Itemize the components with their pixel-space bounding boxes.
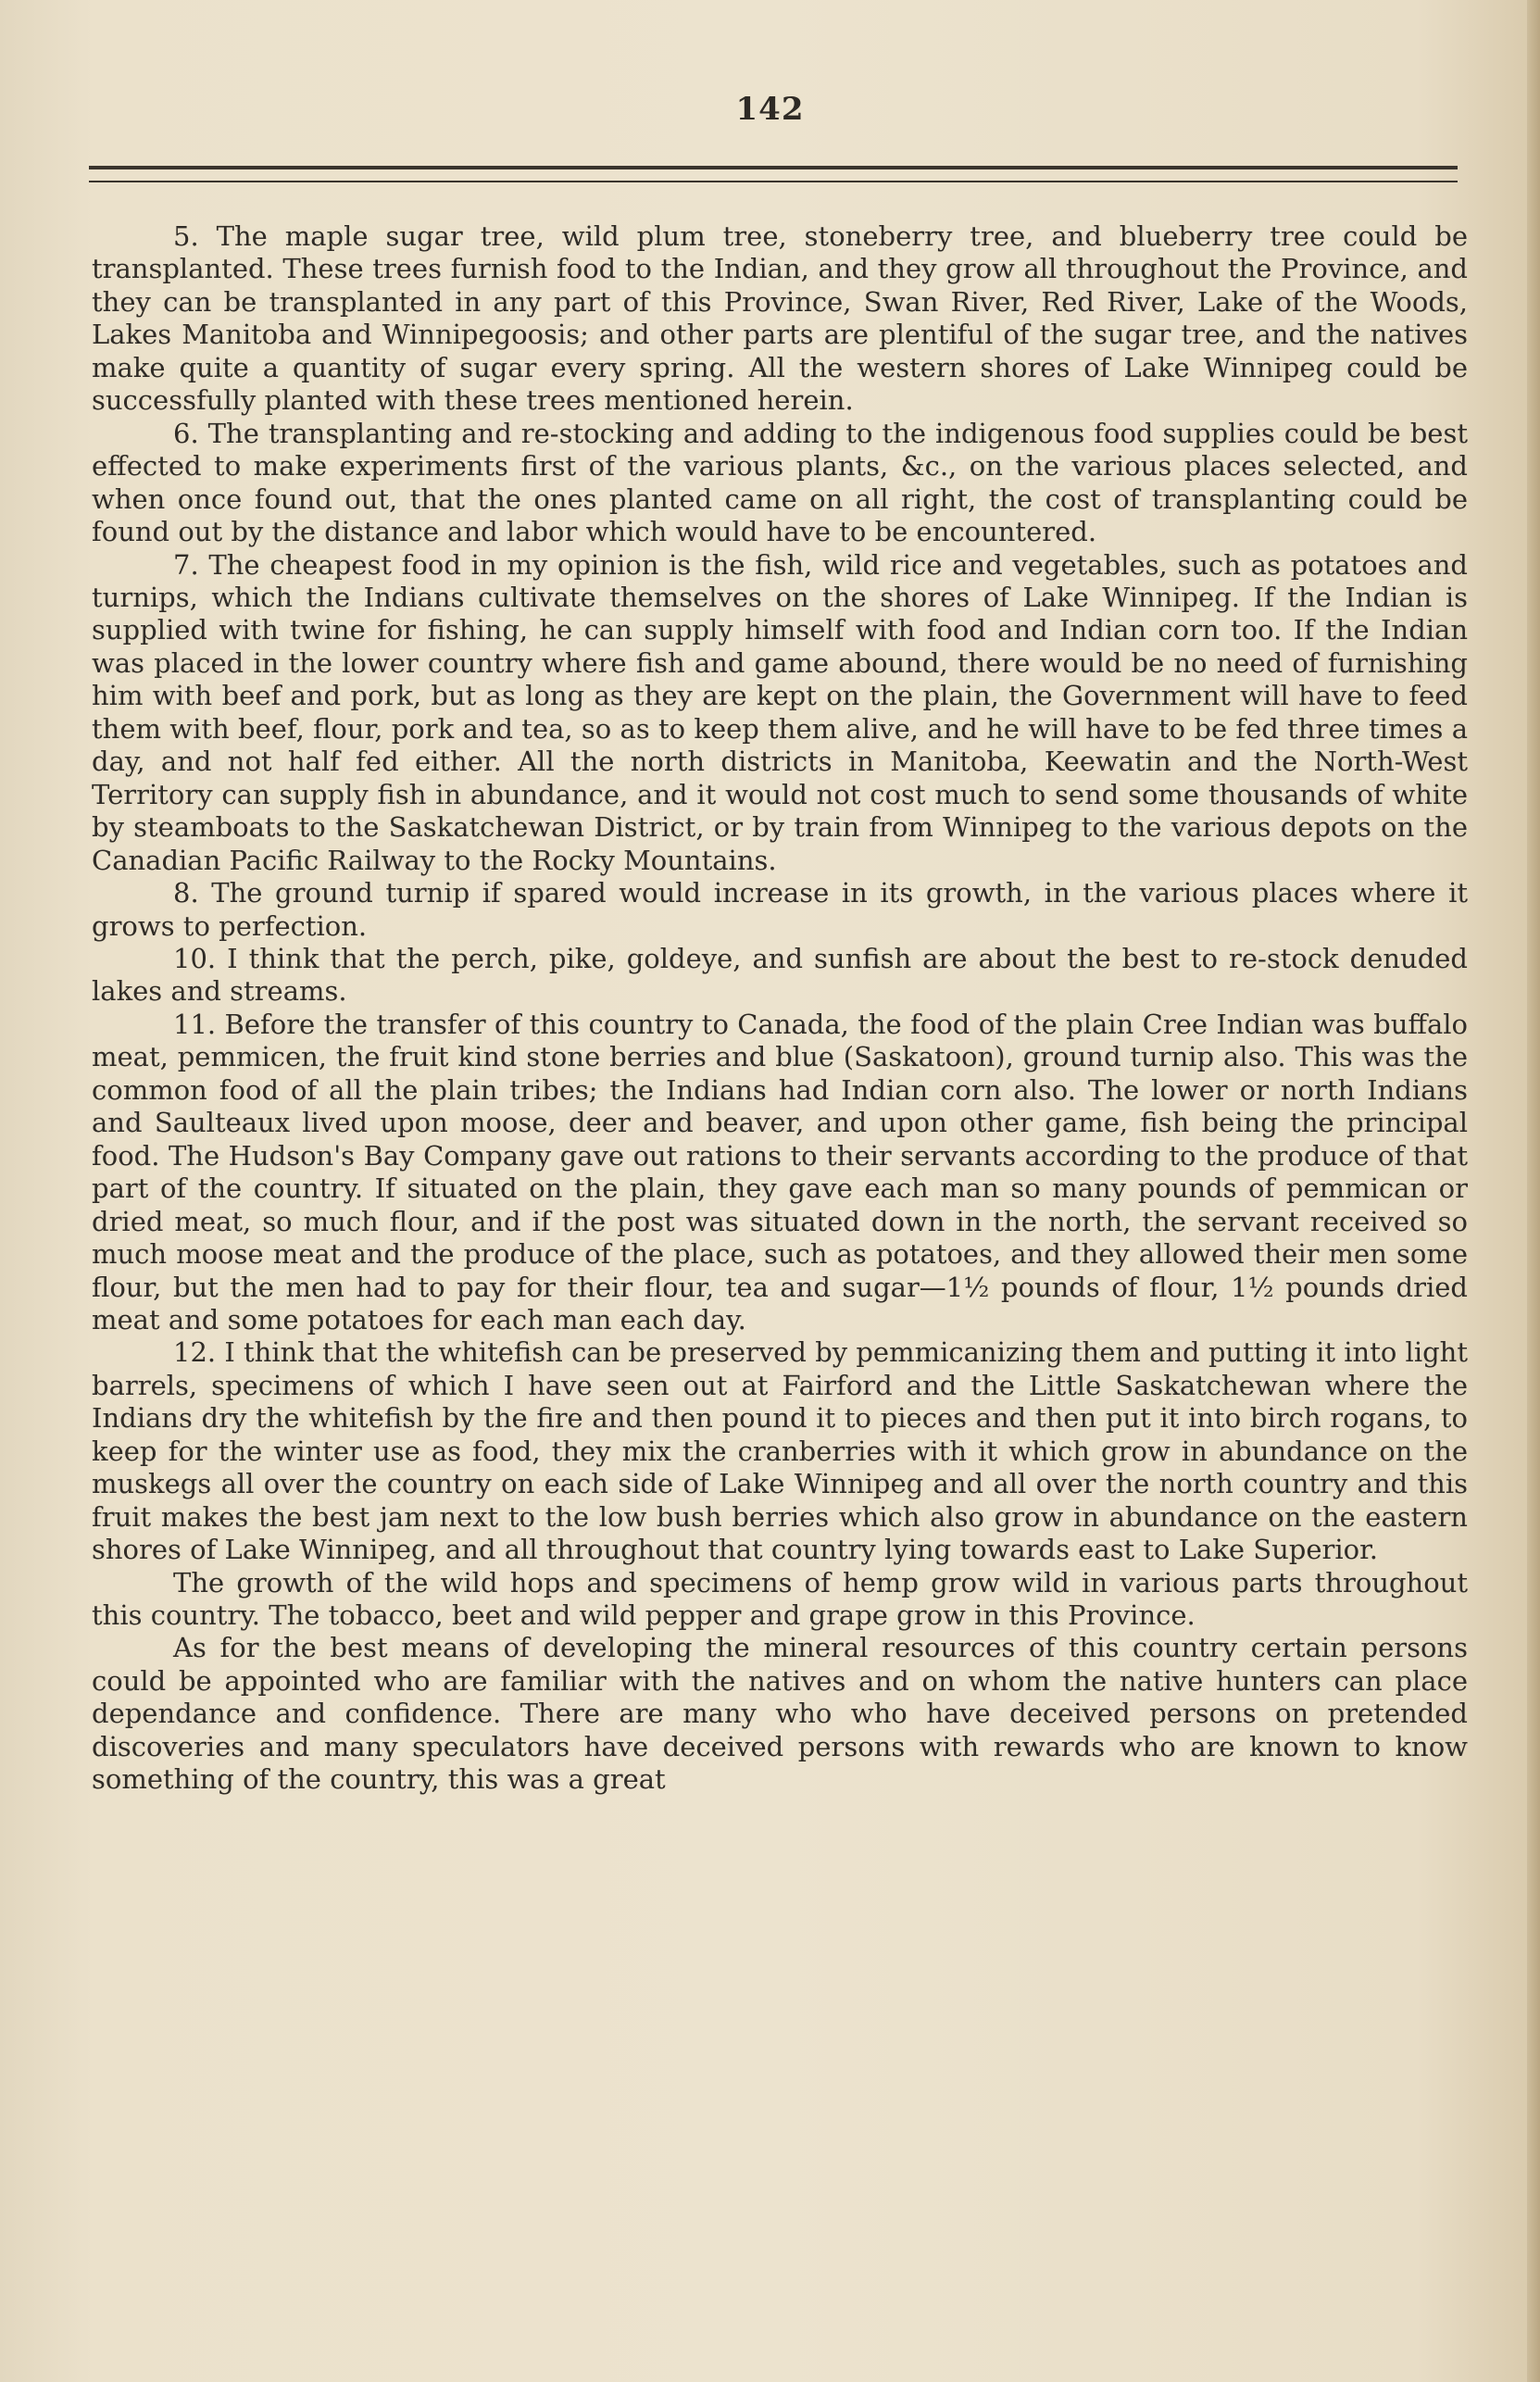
- paragraph-12: 12. I think that the whitefish can be preserved by pemmicanizing them and putting it into light barrels, specimens of which I have seen out at Fairford and the Little Saskatchewan where the Indians dry the whitefish by the fire and then pound it to pieces and then put it into birch rogans, to keep for the winter use as food, they mix the cranberries with it which grow in abundance on the muskegs all over the country on each side of Lake Winnipeg and all over the north country and this fruit makes the best jam next to the low bush berries which also grow in abundance on the eastern shores of Lake Winnipeg, and all throughout that country lying towards east to Lake Superior.: [92, 1336, 1468, 1566]
- paragraph-11: 11. Before the transfer of this country to Canada, the food of the plain Cree Indian was buffalo meat, pemmicen, the fruit kind stone berries and blue (Saskatoon), ground turnip also. This was the common food of all the plain tribes; the Indians had Indian corn also. The lower or north Indians and Saulteaux lived upon moose, deer and beaver, and upon other game, fish being the principal food. The Hudson's Bay Company gave out rations to their servants according to the produce of that part of the country. If situated on the plain, they gave each man so many pounds of pemmican or dried meat, so much flour, and if the post was situated down in the north, the servant received so much moose meat and the produce of the place, such as potatoes, and they allowed their men some flour, but the men had to pay for their flour, tea and sugar—1½ pounds of flour, 1½ pounds dried meat and some potatoes for each man each day.: [92, 1008, 1468, 1335]
- paragraph-8: 8. The ground turnip if spared would increase in its growth, in the various places where it grows to perfection.: [92, 877, 1468, 942]
- page-number: 142: [735, 91, 805, 128]
- paragraph-minerals: As for the best means of developing the mineral resources of this country certain persons could be appointed who are familiar with the natives and on whom the native hunters can place dependance and confidence. There are many who who have deceived persons on pretended discoveries and many speculators have deceived persons with rewards who are known to know something of the country, this was a great: [92, 1632, 1468, 1796]
- body-text: [92, 220, 1468, 1797]
- header-rule-thin: [89, 181, 1458, 182]
- page-binding-edge: [1527, 0, 1540, 2382]
- paragraph-7: 7. The cheapest food in my opinion is the fish, wild rice and vegetables, such as potatoes and turnips, which the Indians cultivate themselves on the shores of Lake Winnipeg. If the Indian is supplied with twine for fishing, he can supply himself with food and Indian corn too. If the Indian was placed in the lower country where fish and game abound, there would be no need of furnishing him with beef and pork, but as long as they are kept on the plain, the Government will have to feed them with beef, flour, pork and tea, so as to keep them alive, and he will have to be fed three times a day, and not half fed either. All the north districts in Manitoba, Keewatin and the North-West Territory can supply fish in abundance, and it would not cost much to send some thousands of white by steamboats to the Saskatchewan District, or by train from Winnipeg to the various depots on the Canadian Pacific Railway to the Rocky Mountains.: [92, 548, 1468, 876]
- paragraph-5: 5. The maple sugar tree, wild plum tree, stoneberry tree, and blueberry tree could be transplanted. These trees furnish food to the Indian, and they grow all throughout the Province, and they can be transplanted in any part of this Province, Swan River, Red River, Lake of the Woods, Lakes Manitoba and Winnipegoosis; and other parts are plentiful of the sugar tree, and the natives make quite a quantity of sugar every spring. All the western shores of Lake Winnipeg could be successfully planted with these trees mentioned herein.: [92, 220, 1468, 417]
- paragraph-10: 10. I think that the perch, pike, goldeye, and sunfish are about the best to re-stock denuded lakes and streams.: [92, 942, 1468, 1008]
- header-rule: [89, 166, 1458, 169]
- paragraph-6: 6. The transplanting and re-stocking and adding to the indigenous food supplies could be best effected to make experiments first of the various plants, &c., on the various places selected, and when once found out, that the ones planted came on all right, the cost of transplanting could be found out by the distance and labor which would have to be encountered.: [92, 417, 1468, 548]
- paragraph-hops: The growth of the wild hops and specimens of hemp grow wild in various parts throughout this country. The tobacco, beet and wild pepper and grape grow in this Province.: [92, 1566, 1468, 1632]
